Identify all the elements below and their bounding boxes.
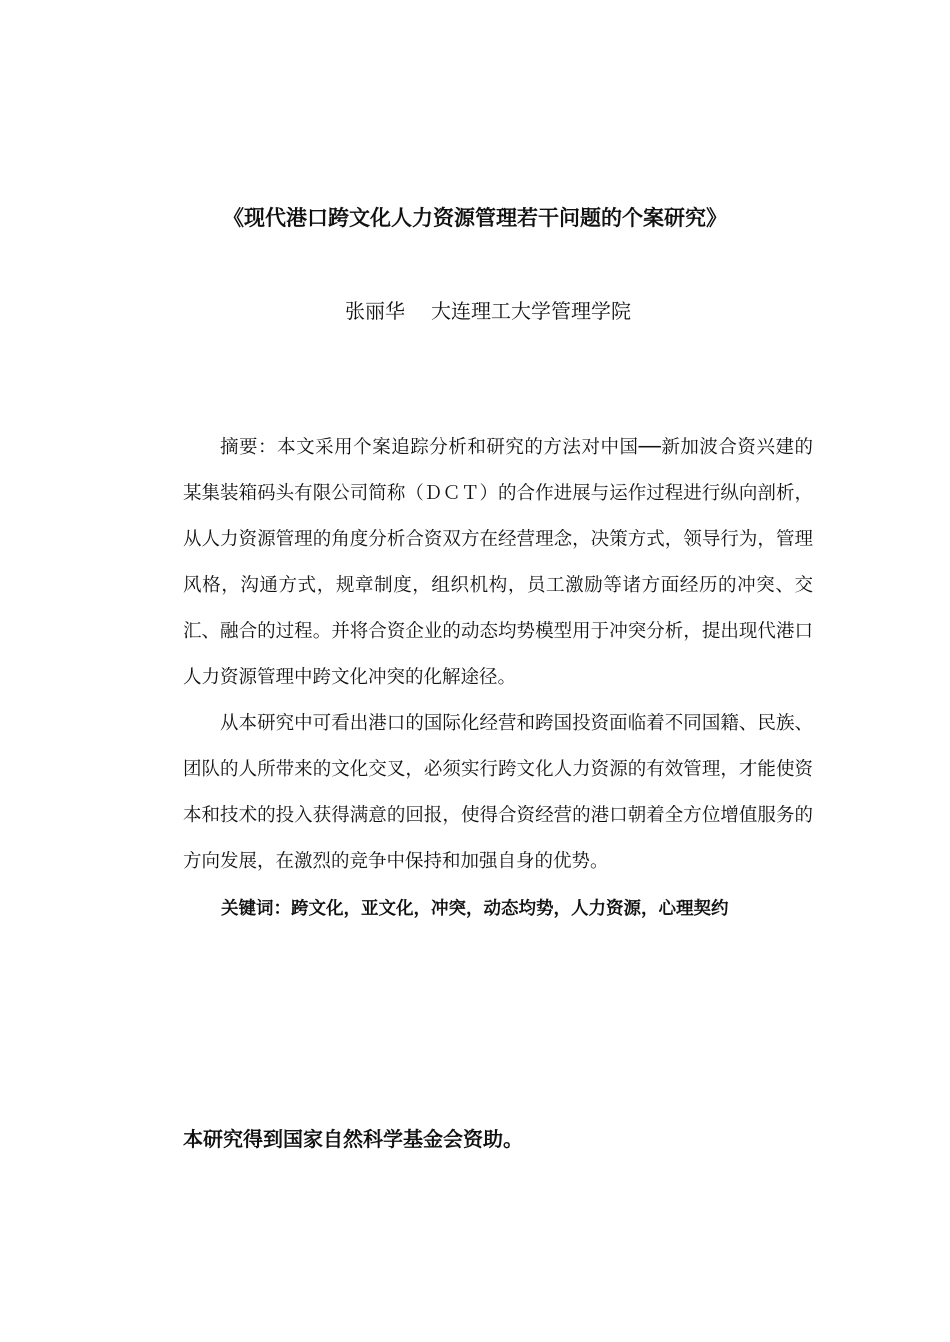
byline [345, 295, 631, 324]
author-name: 张丽华 [345, 299, 405, 323]
abstract [183, 425, 813, 885]
paper-title: 《现代港口跨文化人力资源管理若干问题的个案研究》 [223, 206, 727, 230]
abstract-paragraph-2: 从本研究中可看出港口的国际化经营和跨国投资面临着不同国籍、民族、团队的人所带来的文化交叉，必须实行跨文化人力资源的有效管理，才能使资本和技术的投入获得满意的回报，使得合资经营的港口朝着全方位增值服务的方向发展，在激烈的竞争中保持和加强自身的优势。 [183, 713, 813, 872]
author-affiliation: 大连理工大学管理学院 [431, 299, 631, 323]
abstract-paragraph-1: 摘要：本文采用个案追踪分析和研究的方法对中国──新加波合资兴建的某集装箱码头有限公司简称（ＤＣＴ）的合作进展与运作过程进行纵向剖析，从人力资源管理的角度分析合资双方在经营理念，决策方式，领导行为，管理风格，沟通方式，规章制度，组织机构，员工激励等诸方面经历的冲突、交汇、融合的过程。并将合资企业的动态均势模型用于冲突分析，提出现代港口人力资源管理中跨文化冲突的化解途径。 [183, 437, 813, 688]
keywords: 关键词：跨文化，亚文化，冲突，动态均势，人力资源，心理契约 [221, 899, 729, 919]
funding-note: 本研究得到国家自然科学基金会资助。 [183, 1127, 523, 1151]
